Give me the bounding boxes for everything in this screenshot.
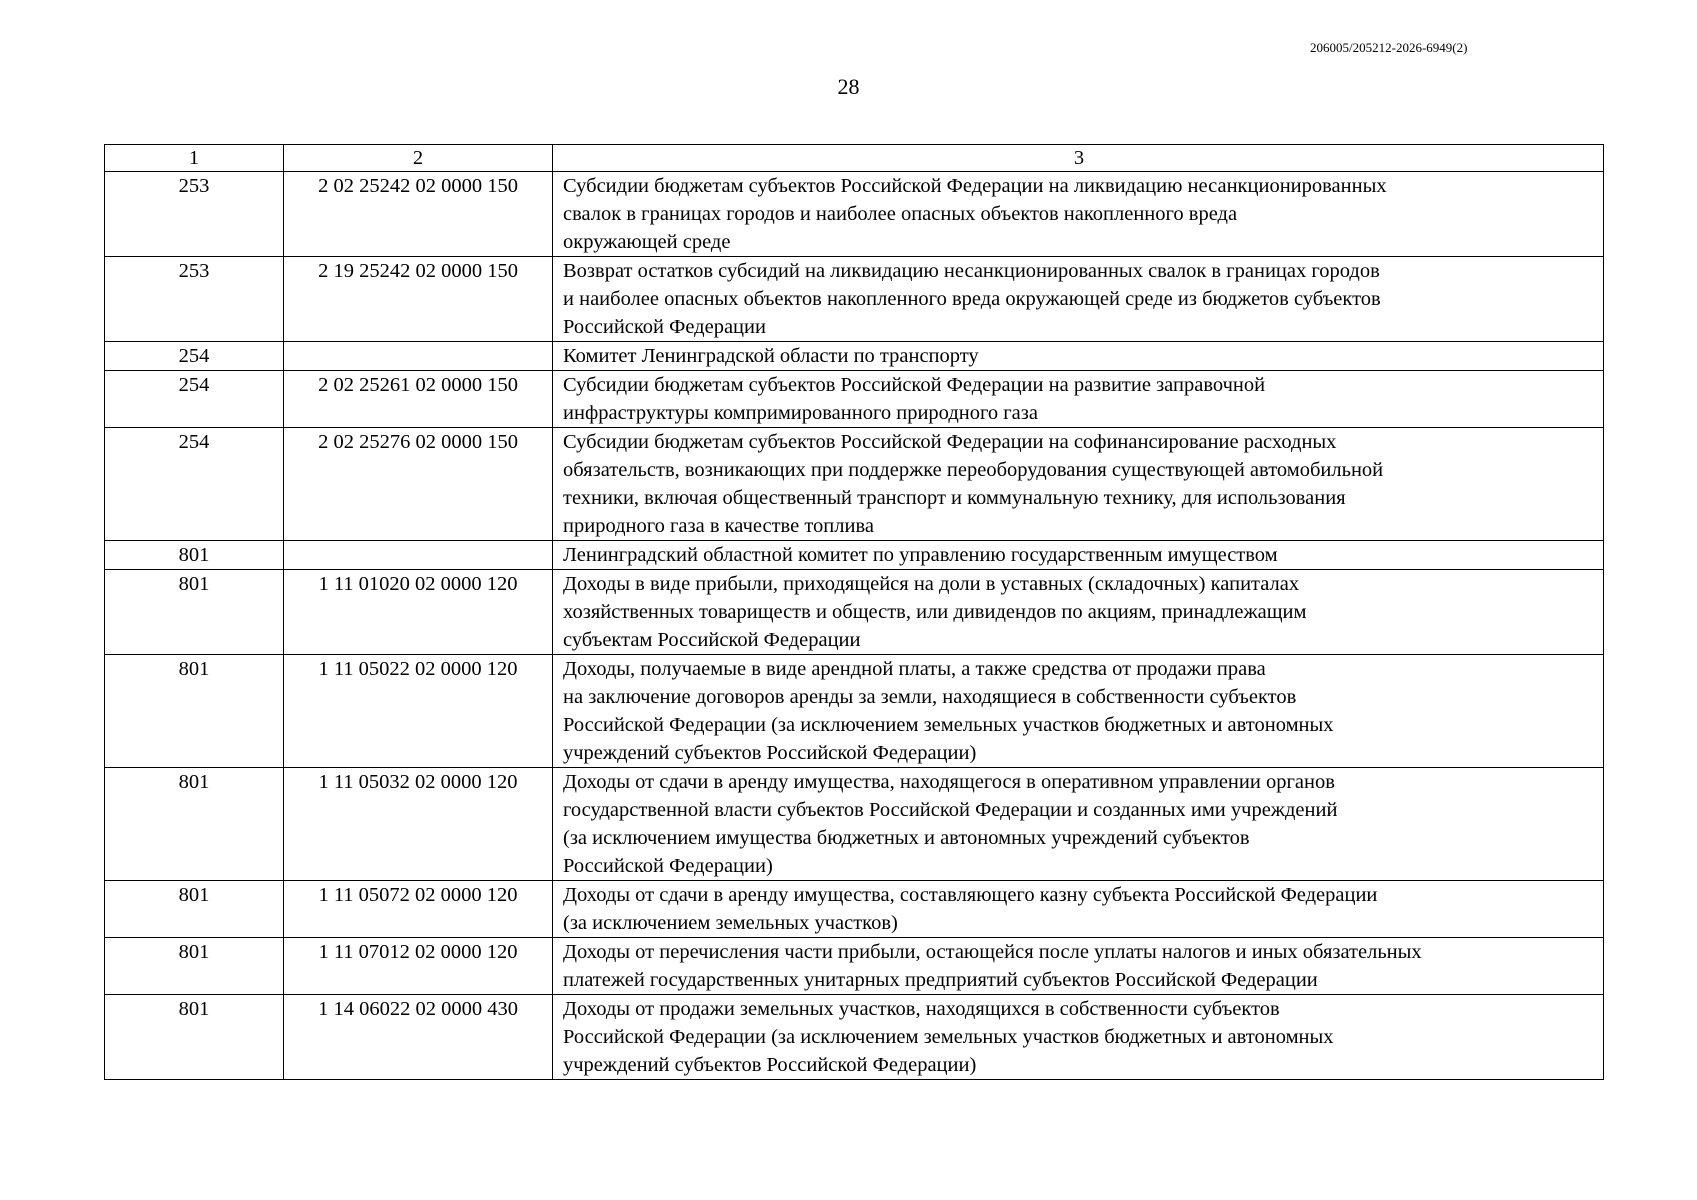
description-line: Российской Федерации [563,316,766,338]
description-cell [553,371,1604,428]
description-line: государственной власти субъектов Российской Федерации и созданных ими учреждений [563,799,1338,821]
table-row [105,881,1604,938]
description-cell [553,995,1604,1080]
admin-code-cell: 253 [105,257,284,342]
description-cell [553,541,1604,570]
description-line: техники, включая общественный транспорт и коммунальную технику, для использования [563,487,1346,509]
table-row [105,371,1604,428]
revenue-code-cell: 2 02 25261 02 0000 150 [284,371,553,428]
description-line: Российской Федерации (за исключением земельных участков бюджетных и автономных [563,714,1334,736]
description-cell [553,257,1604,342]
description-line: Доходы от сдачи в аренду имущества, находящегося в оперативном управлении органов [563,771,1335,793]
revenue-code-cell: 1 14 06022 02 0000 430 [284,995,553,1080]
admin-code-cell: 254 [105,342,284,371]
table-row [105,995,1604,1080]
description-cell [553,938,1604,995]
admin-code-cell: 801 [105,995,284,1080]
description-line: Доходы от продажи земельных участков, находящихся в собственности субъектов [563,998,1280,1020]
revenue-code-cell: 1 11 05022 02 0000 120 [284,655,553,768]
revenue-code-cell: 1 11 01020 02 0000 120 [284,570,553,655]
description-line: и наиболее опасных объектов накопленного вреда окружающей среде из бюджетов субъектов [563,288,1381,310]
admin-code-cell: 253 [105,172,284,257]
revenue-code-cell: 2 02 25276 02 0000 150 [284,428,553,541]
revenue-code-cell [284,342,553,371]
description-line: Доходы от перечисления части прибыли, остающейся после уплаты налогов и иных обязательных [563,941,1422,963]
table-row [105,541,1604,570]
admin-code-cell: 801 [105,570,284,655]
admin-code-cell: 254 [105,371,284,428]
description-cell [553,172,1604,257]
table-row [105,768,1604,881]
description-line: обязательств, возникающих при поддержке переоборудования существующей автомобильной [563,459,1384,481]
revenue-code-cell: 2 19 25242 02 0000 150 [284,257,553,342]
description-line: Субсидии бюджетам субъектов Российской Федерации на развитие заправочной [563,374,1266,396]
description-line: Доходы в виде прибыли, приходящейся на доли в уставных (складочных) капиталах [563,573,1300,595]
table-row [105,257,1604,342]
description-line: Доходы от сдачи в аренду имущества, составляющего казну субъекта Российской Федерации [563,884,1378,906]
table-row [105,342,1604,371]
column-header-3: 3 [553,145,1604,172]
admin-code-cell: 801 [105,938,284,995]
admin-code-cell: 254 [105,428,284,541]
description-line: Комитет Ленинградской области по транспорту [563,345,979,367]
page-number: 28 [837,74,860,99]
description-line: Субсидии бюджетам субъектов Российской Федерации на ликвидацию несанкционированных [563,175,1387,197]
description-line: Доходы, получаемые в виде арендной платы, а также средства от продажи права [563,658,1266,680]
admin-code-cell: 801 [105,881,284,938]
column-header-1: 1 [105,145,284,172]
description-cell [553,655,1604,768]
description-line: на заключение договоров аренды за земли, находящиеся в собственности субъектов [563,686,1297,708]
description-line: (за исключением имущества бюджетных и автономных учреждений субъектов [563,827,1250,849]
description-line: платежей государственных унитарных предприятий субъектов Российской Федерации [563,969,1318,991]
description-line: хозяйственных товариществ и обществ, или дивидендов по акциям, принадлежащим [563,601,1307,623]
description-cell [553,428,1604,541]
description-line: Российской Федерации) [563,855,773,877]
description-line: учреждений субъектов Российской Федерации) [563,742,977,764]
table-row [105,938,1604,995]
admin-code-cell: 801 [105,655,284,768]
description-line: (за исключением земельных участков) [563,912,898,934]
table-row [105,655,1604,768]
description-line: окружающей среде [563,231,731,253]
description-cell [553,768,1604,881]
description-line: инфраструктуры компримированного природного газа [563,402,1038,424]
document-id: 206005/205212-2026-6949(2) [1310,40,1468,55]
table-header-row [105,145,1604,172]
description-line: Ленинградский областной комитет по управлению государственным имуществом [563,544,1278,566]
description-cell [553,881,1604,938]
table-row [105,428,1604,541]
revenue-code-cell: 2 02 25242 02 0000 150 [284,172,553,257]
description-line: учреждений субъектов Российской Федерации) [563,1054,977,1076]
column-header-2: 2 [284,145,553,172]
description-line: свалок в границах городов и наиболее опасных объектов накопленного вреда [563,203,1238,225]
table-row [105,570,1604,655]
description-cell [553,342,1604,371]
description-line: Субсидии бюджетам субъектов Российской Федерации на софинансирование расходных [563,431,1337,453]
revenue-code-cell: 1 11 05072 02 0000 120 [284,881,553,938]
description-line: природного газа в качестве топлива [563,515,874,537]
revenue-code-cell: 1 11 07012 02 0000 120 [284,938,553,995]
description-line: субъектам Российской Федерации [563,629,861,651]
revenue-codes-table [104,144,1604,1080]
revenue-code-cell: 1 11 05032 02 0000 120 [284,768,553,881]
revenue-code-cell [284,541,553,570]
description-line: Возврат остатков субсидий на ликвидацию несанкционированных свалок в границах городов [563,260,1380,282]
table-row [105,172,1604,257]
admin-code-cell: 801 [105,541,284,570]
description-line: Российской Федерации (за исключением земельных участков бюджетных и автономных [563,1026,1334,1048]
admin-code-cell: 801 [105,768,284,881]
description-cell [553,570,1604,655]
